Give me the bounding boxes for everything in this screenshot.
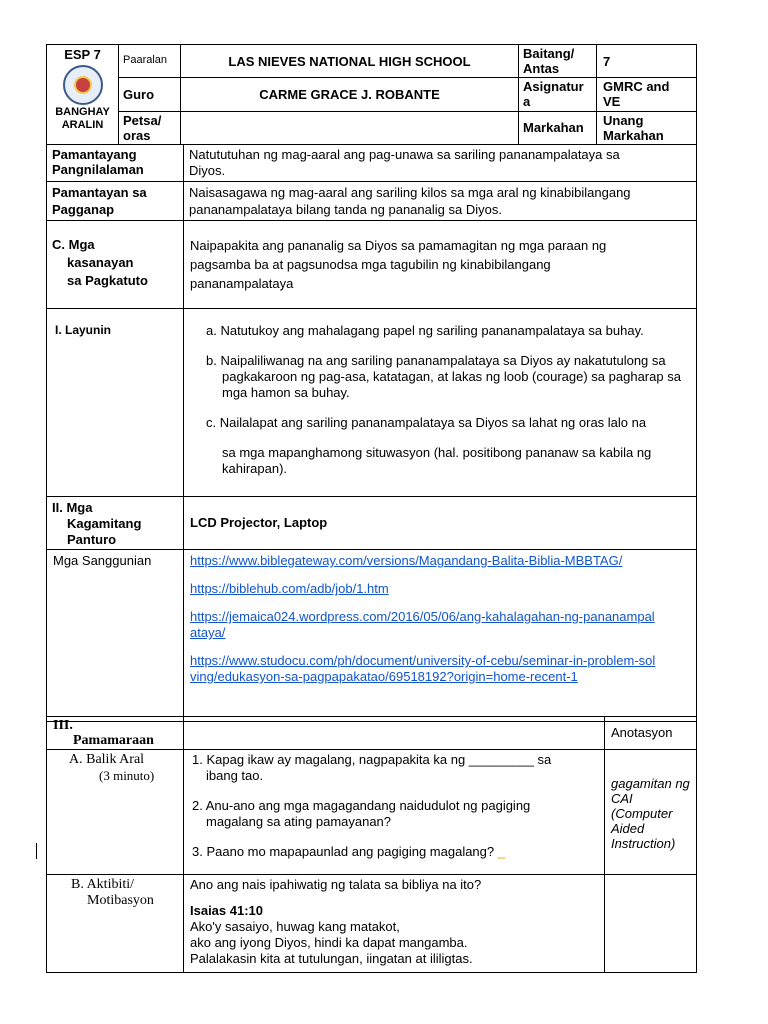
- aktibiti-label-line2: Motibasyon: [87, 893, 154, 908]
- kasanayan-label-line1: C. Mga: [52, 237, 95, 252]
- layunin-item-c-cont: sa mga mapanghamong situwasyon (hal. positibong pananaw sa kabila ng kahirapan).: [222, 445, 652, 476]
- verse-line-2: ako ang iyong Diyos, hindi ka dapat mangamba.: [190, 935, 468, 950]
- text-cursor: [36, 843, 37, 859]
- asignatura-label: Asignatur a: [519, 78, 597, 112]
- pangnilalaman-row: [47, 145, 697, 182]
- layunin-item-c: c. Nailalapat ang sariling pananampalataya sa Diyos sa lahat ng oras lalo na: [206, 415, 647, 430]
- kagamitan-value: LCD Projector, Laptop: [184, 497, 697, 550]
- pangnilalaman-label: Pamantayang Pangnilalaman: [47, 145, 184, 182]
- balik-aral-item-3-text: 3. Paano mo mapapaunlad ang pagiging magalang?: [192, 844, 495, 859]
- reference-link-biblegateway[interactable]: https://www.biblegateway.com/versions/Magandang-Balita-Biblia-MBBTAG/: [190, 553, 623, 568]
- kagamitan-label-line2: Kagamitang: [67, 516, 142, 531]
- pangnilalaman-text: Natututuhan ng mag-aaral ang pag-unawa sa sariling pananampalataya sa Diyos.: [184, 145, 697, 182]
- kagamitan-row: [47, 497, 697, 550]
- balik-aral-cell: [184, 750, 605, 875]
- asignatura-value: GMRC and VE: [597, 78, 697, 112]
- verse-reference: Isaias 41:10: [190, 903, 264, 918]
- aktibiti-cell: [184, 875, 605, 973]
- pamamaraan-label-line1: III.: [53, 718, 73, 733]
- sanggunian-row: [47, 550, 697, 722]
- balik-aral-item-3: [192, 844, 586, 860]
- deped-seal-icon: [63, 65, 103, 105]
- anotasyon-label: Anotasyon: [605, 717, 697, 750]
- teacher-name: CARME GRACE J. ROBANTE: [181, 78, 519, 112]
- pagganap-text: Naisasagawa ng mag-aaral ang sariling kilos sa mga aral ng kinabibilangang pananampalataya bilang tanda ng pananalig sa Diyos.: [184, 182, 697, 221]
- school-name: LAS NIEVES NATIONAL HIGH SCHOOL: [181, 45, 519, 78]
- aktibiti-label-line1: B. Aktibiti/: [71, 877, 135, 892]
- markahan-value: Unang Markahan: [597, 112, 697, 145]
- paaralan-label: Paaralan: [119, 45, 181, 78]
- baitang-label: Baitang/ Antas: [519, 45, 597, 78]
- aktibiti-question: Ano ang nais ipahiwatig ng talata sa bibliya na ito?: [190, 877, 482, 892]
- balik-aral-item-1: 1. Kapag ikaw ay magalang, nagpapakita ka ng _________ sa ibang tao.: [192, 752, 552, 783]
- pagganap-label: Pamantayan sa Pagganap: [47, 182, 184, 221]
- verse-line-3: Palalakasin kita at tutulungan, iingatan at ililigtas.: [190, 951, 473, 966]
- layunin-label: I. Layunin: [47, 309, 184, 497]
- pamamaraan-blank: [184, 717, 605, 750]
- guro-label: Guro: [119, 78, 181, 112]
- markahan-label: Markahan: [519, 112, 597, 145]
- sanggunian-label: Mga Sanggunian: [47, 550, 184, 722]
- lesson-table: [46, 144, 697, 722]
- reference-link-wordpress[interactable]: https://jemaica024.wordpress.com/2016/05/06/ang-kahalagahan-ng-pananampalataya/: [190, 609, 655, 640]
- layunin-list: [206, 323, 688, 431]
- reference-link-biblehub[interactable]: https://biblehub.com/adb/job/1.htm: [190, 581, 389, 596]
- aktibiti-label: [47, 875, 184, 973]
- petsa-value: [181, 112, 519, 145]
- sanggunian-cell: [184, 550, 697, 722]
- subject-code: ESP 7: [64, 47, 101, 62]
- logo-cell: [47, 45, 119, 145]
- balik-aral-label: [47, 750, 184, 875]
- balik-aral-time: (3 minuto): [99, 768, 155, 783]
- aktibiti-anotasyon: [605, 875, 697, 973]
- balik-aral-item-3-mark: _: [497, 844, 505, 859]
- kagamitan-label-line3: Panturo: [67, 532, 117, 547]
- kasanayan-row: [47, 221, 697, 309]
- layunin-item-b: b. Naipaliliwanag na ang sariling pananampalataya sa Diyos ay nakatutulong sa pagkakaroon ng pag-asa, katatagan, at lakas ng loob (courage) sa pagharap sa mga hamon sa buhay.: [206, 353, 681, 400]
- kagamitan-label-line1: II. Mga: [52, 500, 93, 515]
- balik-aral-list: [192, 752, 586, 860]
- kasanayan-label-line2: kasanayan: [67, 255, 134, 270]
- kasanayan-label-line3: sa Pagkatuto: [67, 273, 148, 288]
- baitang-value: 7: [597, 45, 697, 78]
- petsa-label: Petsa/ oras: [119, 112, 181, 145]
- kagamitan-label: [47, 497, 184, 550]
- layunin-cell: [184, 309, 697, 497]
- pamamaraan-header-row: [47, 717, 697, 750]
- balik-aral-row: [47, 750, 697, 875]
- verse-line-1: Ako'y sasaiyo, huwag kang matakot,: [190, 919, 400, 934]
- pamamaraan-label: [47, 717, 184, 750]
- kasanayan-label: [47, 221, 184, 309]
- balik-aral-title: A. Balik Aral: [69, 752, 145, 767]
- pamamaraan-table: [46, 716, 697, 973]
- anotasyon-text: gagamitan ng CAI (Computer Aided Instruction): [605, 750, 697, 875]
- reference-link-studocu[interactable]: https://www.studocu.com/ph/document/university-of-cebu/seminar-in-problem-solving/edukasyon-sa-pagpapakatao/69518192?origin=home-recent-1: [190, 653, 656, 684]
- layunin-row: [47, 309, 697, 497]
- pagganap-row: [47, 182, 697, 221]
- banghay-aralin: BANGHAY ARALIN: [55, 106, 110, 131]
- layunin-item-a: a. Natutukoy ang mahalagang papel ng sariling pananampalataya sa buhay.: [206, 323, 644, 338]
- balik-aral-item-2: 2. Anu-ano ang mga magagandang naidudulot ng pagiging magalang sa ating pamayanan?: [192, 798, 531, 829]
- header-table: [46, 44, 697, 145]
- aktibiti-row: [47, 875, 697, 973]
- pamamaraan-label-line2: Pamamaraan: [73, 733, 154, 748]
- kasanayan-text: Naipapakita ang pananalig sa Diyos sa pamamagitan ng mga paraan ng pagsamba ba at pagsunodsa mga tagubilin ng kinabibilangang pananampalataya: [184, 221, 697, 309]
